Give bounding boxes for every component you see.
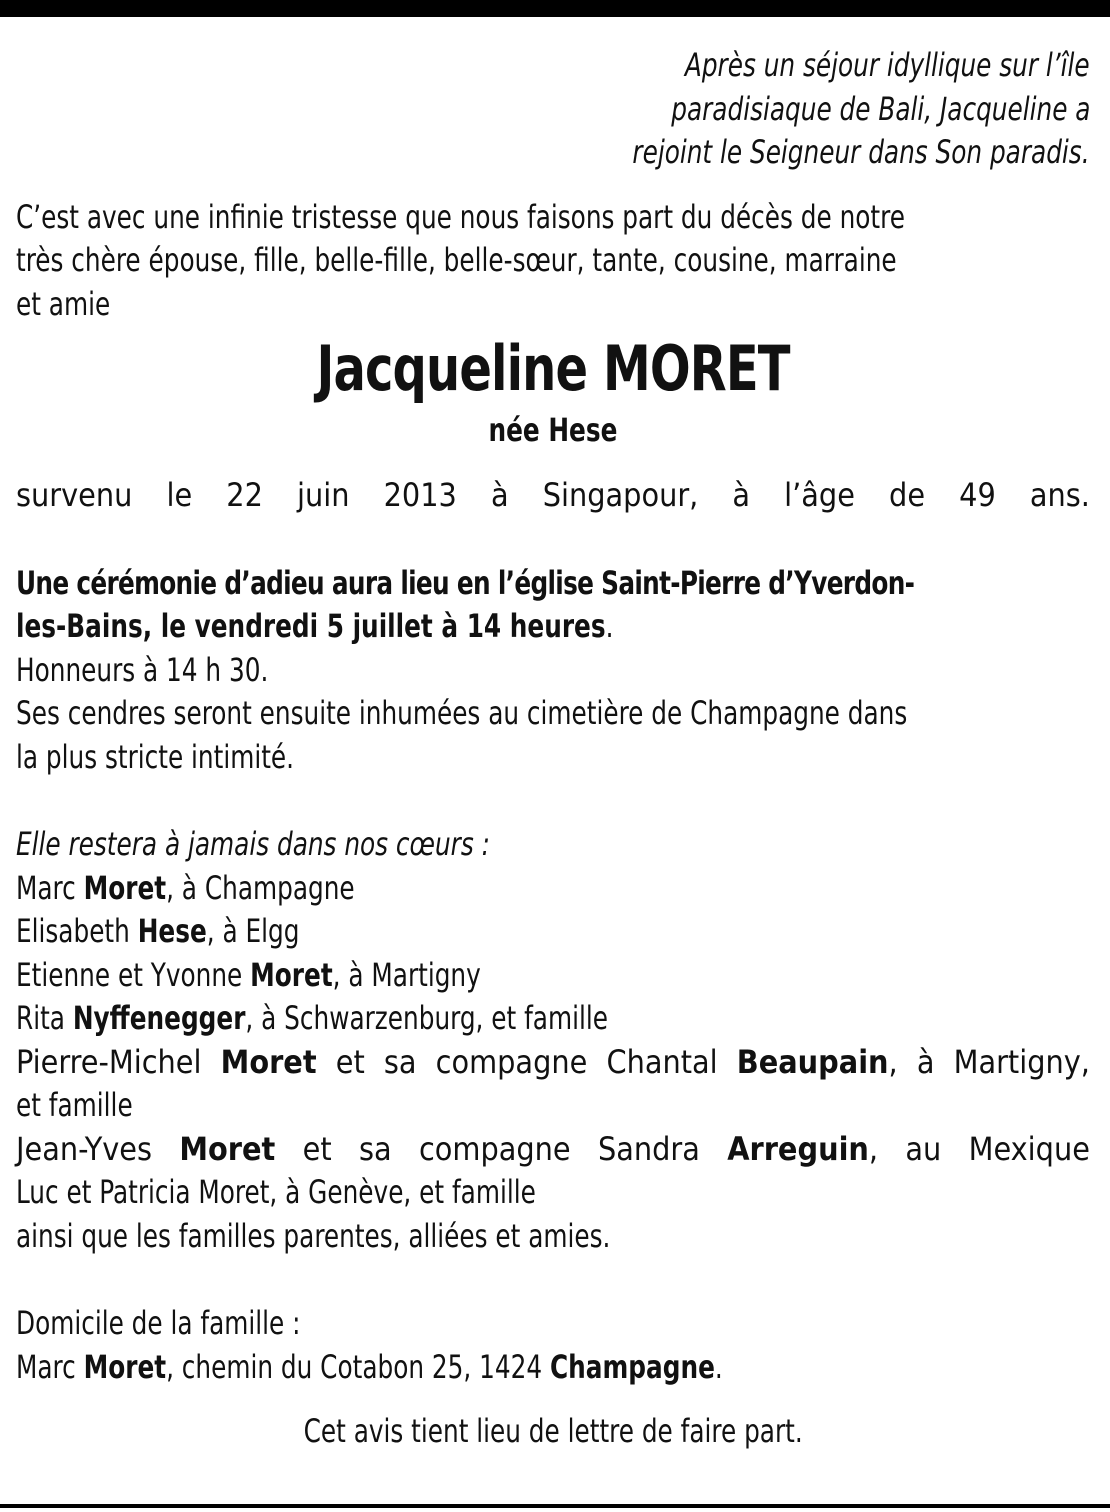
family-member-luc: Luc et Patricia Moret, à Genève, et famille [16, 1173, 536, 1211]
family-list [16, 823, 1090, 1258]
bottom-rule [0, 1504, 1110, 1508]
death-word: à [732, 476, 751, 514]
honours-line: Honneurs à 14 h 30. [16, 650, 269, 689]
deceased-name: Jacqueline MORET [316, 332, 790, 405]
ceremony-paragraph [16, 562, 1090, 780]
relatives-line: ainsi que les familles parentes, alliées et amies. [16, 1216, 611, 1255]
family-member-pierre-end: et famille [16, 1086, 133, 1124]
ashes-line: Ses cendres seront ensuite inhumées au cimetière de Champagne dans [16, 694, 908, 732]
death-word: 49 [959, 476, 996, 514]
address-line: Marc Moret, chemin du Cotabon 25, 1424 Champagne. [16, 1347, 723, 1386]
maiden-name: née Hese [488, 411, 618, 449]
ceremony-line: Une cérémonie d’adieu aura lieu en l’église Saint-Pierre d’Yverdon- [16, 563, 915, 602]
family-intro: Elle restera à jamais dans nos cœurs : [16, 825, 490, 863]
family-member: Rita Nyffenegger, à Schwarzenburg, et famille [16, 999, 608, 1037]
address-label: Domicile de la famille : [16, 1304, 301, 1342]
top-rule [0, 0, 1110, 17]
death-line [16, 474, 1090, 518]
death-word: l’âge [784, 476, 855, 514]
family-member: Elisabeth Hese, à Elgg [16, 912, 300, 950]
intro-line: très chère épouse, fille, belle-fille, belle-sœur, tante, cousine, marraine [16, 241, 897, 279]
opening-quote [16, 44, 1090, 175]
death-word: 22 [226, 476, 263, 514]
quote-line: rejoint le Seigneur dans Son paradis. [632, 133, 1090, 171]
intro-line: et amie [16, 284, 111, 323]
quote-line: paradisiaque de Bali, Jacqueline a [670, 89, 1090, 128]
quote-line: Après un séjour idyllique sur l’île [685, 46, 1090, 84]
death-word: Singapour, [542, 476, 699, 514]
intro-paragraph [16, 196, 1090, 327]
family-member: Marc Moret, à Champagne [16, 868, 355, 907]
family-address [16, 1302, 1090, 1389]
death-word: de [889, 476, 926, 514]
death-word: le [166, 476, 193, 514]
death-word: ans. [1029, 476, 1090, 514]
death-word: juin [297, 476, 350, 514]
family-member-pierre: Pierre-Michel Moret et sa compagne Chantal Beaupain, à Martigny, [16, 1042, 1090, 1081]
death-word: survenu [16, 476, 133, 514]
ashes-line: la plus stricte intimité. [16, 737, 294, 776]
ceremony-period: . [605, 607, 614, 645]
obituary-notice [16, 44, 1090, 1454]
death-word: 2013 [383, 476, 457, 514]
intro-line: C’est avec une infinie tristesse que nous faisons part du décès de notre [16, 197, 905, 236]
family-member-jean: Jean-Yves Moret et sa compagne Sandra Arreguin, au Mexique [16, 1129, 1090, 1168]
ceremony-date: les-Bains, le vendredi 5 juillet à 14 heures [16, 607, 606, 645]
footer-note: Cet avis tient lieu de lettre de faire part. [303, 1412, 803, 1450]
family-member: Etienne et Yvonne Moret, à Martigny [16, 955, 481, 994]
death-word: à [490, 476, 509, 514]
